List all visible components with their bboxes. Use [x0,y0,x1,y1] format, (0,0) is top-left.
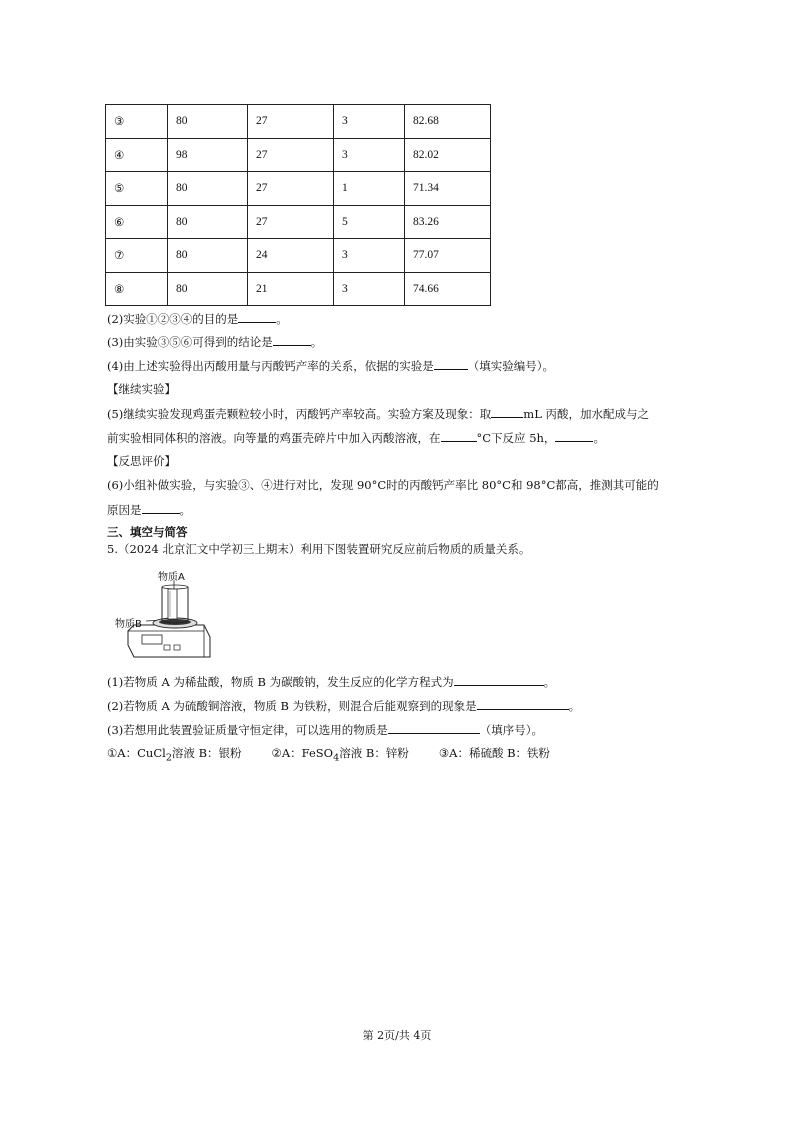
table-cell: 80 [168,172,248,206]
question-6-line1: (6)小组补做实验，与实验③、④进行对比，发现 90°C时的丙酸钙产率比 80°C和 98°C都高，推测其可能的 [107,478,659,492]
table-cell: 3 [334,272,405,306]
section-reflect-heading: 【反思评价】 [107,454,176,468]
section-3-heading: 三、填空与简答 [107,525,188,539]
q4-blank[interactable] [434,359,468,370]
q5-blank-volume[interactable] [491,407,523,418]
q4-text: (4)由上述实验得出丙酸用量与丙酸钙产率的关系，依据的实验是 [107,359,434,373]
table-cell: 3 [334,138,405,172]
table-cell: ⑧ [106,272,168,306]
table-cell: ④ [106,138,168,172]
problem-5-title: 5.（2024 北京汇文中学初三上期末）利用下图装置研究反应前后物质的质量关系。 [107,542,531,556]
label-substance-a: 物质A [158,572,185,583]
q2-text: (2)实验①②③④的目的是 [107,312,239,326]
table-cell: 80 [168,239,248,273]
table-row [106,138,491,172]
table-cell: ③ [106,105,168,139]
q3-blank[interactable] [273,335,311,346]
table-row [106,239,491,273]
table-cell: 71.34 [405,172,491,206]
question-6-line2: 原因是 。 [107,503,191,517]
question-5-line1: (5)继续实验发现鸡蛋壳颗粒较小时，丙酸钙产率较高。实验方案及现象：取 mL 丙酸，加水配成与之 [107,407,649,421]
option-3: ③A：稀硫酸 B：铁粉 [438,746,551,760]
table-cell: 27 [248,105,334,139]
balance-apparatus-figure [112,565,222,665]
q2-blank[interactable] [238,312,276,323]
p5-blank-equation[interactable] [454,675,544,686]
problem-5-sub3: (3)若想用此装置验证质量守恒定律，可以选用的物质是 （填序号）。 [107,723,544,737]
table-cell: 27 [248,138,334,172]
problem-5-sub2: (2)若物质 A 为硫酸铜溶液，物质 B 为铁粉，则混合后能观察到的现象是 。 [107,699,581,713]
table-cell: 82.68 [405,105,491,139]
table-cell: 77.07 [405,239,491,273]
table-cell: 27 [248,172,334,206]
q3-text: (3)由实验③⑤⑥可得到的结论是 [107,335,273,349]
table-cell: 3 [334,105,405,139]
q5-blank-phenomenon[interactable] [555,431,593,442]
table-cell: 5 [334,205,405,239]
question-3: (3)由实验③⑤⑥可得到的结论是 。 [107,335,323,349]
table-row [106,205,491,239]
section-continue-heading: 【继续实验】 [107,382,176,396]
option-1: ①A：CuCl$_2$溶液 B：银粉 [107,746,242,764]
question-4: (4)由上述实验得出丙酸用量与丙酸钙产率的关系，依据的实验是 （填实验编号）。 [107,359,555,373]
table-row [106,172,491,206]
p5-blank-choice[interactable] [388,723,480,734]
table-cell: 80 [168,272,248,306]
table-cell: ⑤ [106,172,168,206]
table-cell: 27 [248,205,334,239]
table-cell: ⑦ [106,239,168,273]
table-cell: ⑥ [106,205,168,239]
table-cell: 21 [248,272,334,306]
label-substance-b: 物质B [115,619,142,630]
table-cell: 83.26 [405,205,491,239]
question-2: (2)实验①②③④的目的是 。 [107,312,288,326]
table-cell: 98 [168,138,248,172]
problem-5-options [107,747,550,764]
table-cell: 74.66 [405,272,491,306]
table-row [106,105,491,139]
table-cell: 82.02 [405,138,491,172]
table-cell: 1 [334,172,405,206]
option-2: ②A：FeSO$_4$溶液 B：锌粉 [271,746,409,764]
table-cell: 24 [248,239,334,273]
q5-blank-temperature[interactable] [441,431,477,442]
problem-5-sub1: (1)若物质 A 为稀盐酸，物质 B 为碳酸钠，发生反应的化学方程式为 。 [107,675,556,689]
q6-blank[interactable] [142,503,180,514]
page-footer: 第 2页/共 4页 [362,1029,432,1042]
question-5-line2: 前实验相同体积的溶液。向等量的鸡蛋壳碎片中加入丙酸溶液，在 °C下反应 5h， 。 [107,431,605,445]
table-cell: 80 [168,205,248,239]
table-cell: 80 [168,105,248,139]
table-cell: 3 [334,239,405,273]
experiment-table [105,104,491,306]
p5-blank-phenomenon[interactable] [477,699,569,710]
table-row [106,272,491,306]
